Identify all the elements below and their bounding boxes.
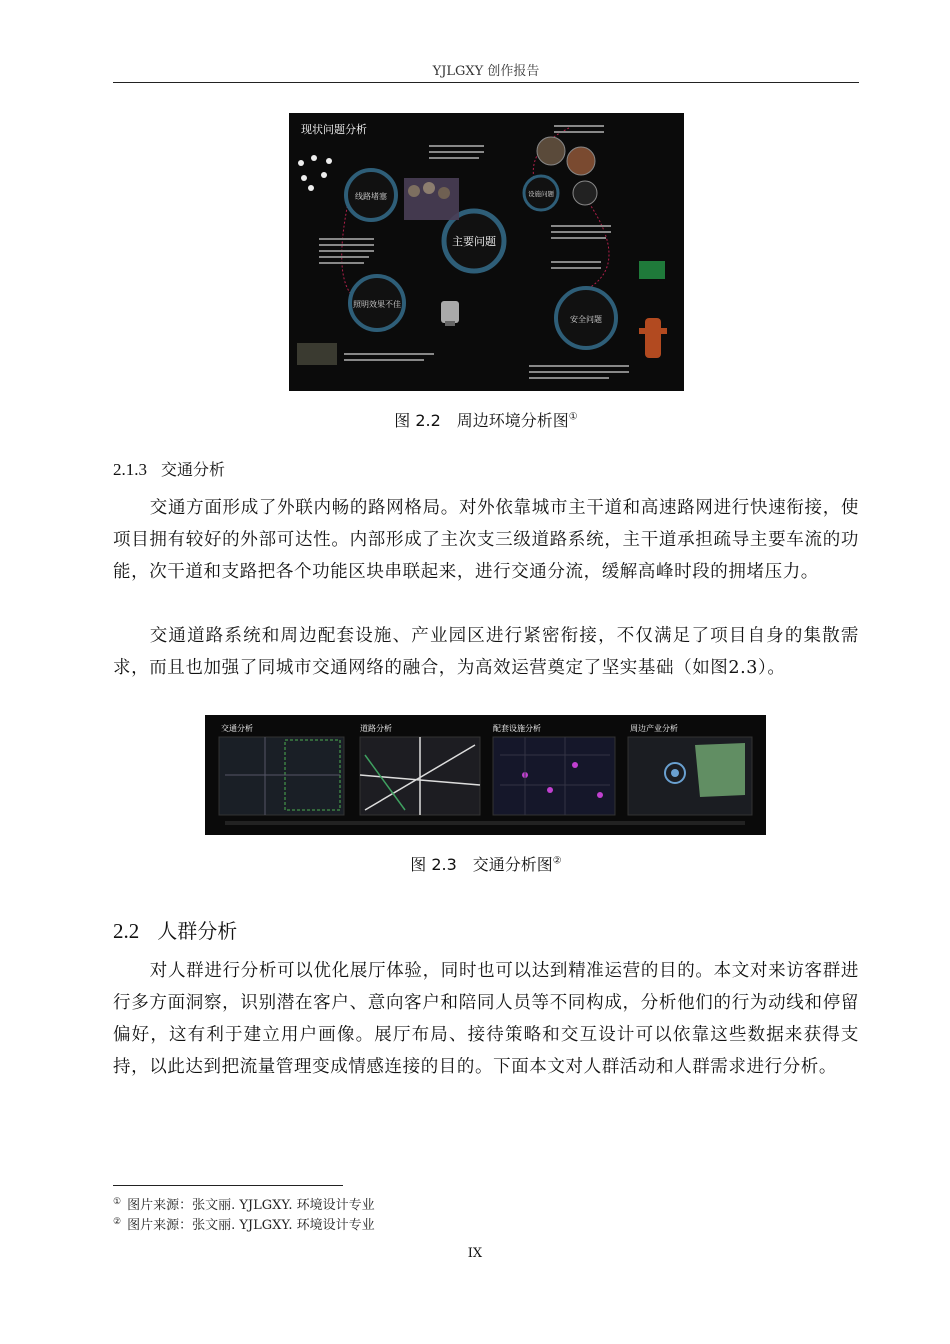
page-header: YJLGXY 创作报告	[113, 64, 859, 83]
panel-facility	[493, 723, 615, 815]
panel-industry	[628, 723, 752, 815]
crowd-photo	[404, 178, 459, 220]
lamp-icon	[441, 301, 459, 326]
page-number: IX	[467, 1246, 483, 1261]
node-lighting: 照明效果不佳	[353, 300, 401, 309]
section-heading-2-2: 2.2 人群分析	[113, 919, 238, 943]
section-heading-2-1-3: 2.1.3 交通分析	[113, 460, 226, 479]
node-facility: 设施问题	[528, 190, 554, 198]
panel-road	[360, 723, 480, 815]
paragraph-crowd: 对人群进行分析可以优化展厅体验，同时也可以达到精准运营的目的。本文对来访客群进行多方面洞察，识别潜在客户、意向客户和陪同人员等不同构成，分析他们的行为动线和停留偏好，这有利于建立用户画像。展厅布局、接待策略和交互设计可以依靠这些数据来获得支持，以此达到把流量管理变成情感连接的目的。下面本文对人群活动和人群需求进行分析。	[113, 961, 859, 1077]
figure1-title: 现状问题分析	[301, 123, 367, 136]
footnote-divider	[113, 1185, 343, 1186]
svg-text:周边产业分析: 周边产业分析	[630, 724, 678, 733]
svg-text:道路分析: 道路分析	[360, 724, 392, 733]
paragraph-traffic-1: 交通方面形成了外联内畅的路网格局。对外依靠城市主干道和高速路网进行快速衔接，使项目拥有较好的外部可达性。内部形成了主次支三级道路系统，主干道承担疏导主要车流的功能，次干道和支路把各个功能区块串联起来，进行交通分流，缓解高峰时段的拥堵压力。	[113, 498, 859, 582]
svg-text:交通分析: 交通分析	[221, 724, 253, 733]
footnote-2: ② 图片来源：张文丽. YJLGXY. 环境设计专业	[113, 1216, 375, 1233]
figure1-caption: 图 2.2 周边环境分析图①	[394, 411, 578, 430]
node-congestion: 线路堵塞	[355, 192, 387, 201]
figure-environment-analysis	[289, 113, 684, 391]
paragraph-traffic-2: 交通道路系统和周边配套设施、产业园区进行紧密衔接，不仅满足了项目自身的集散需求，而且也加强了同城市交通网络的融合，为高效运营奠定了坚实基础（如图2.3）。	[113, 626, 859, 678]
node-safety: 安全问题	[570, 315, 602, 324]
footnote-1: ① 图片来源：张文丽. YJLGXY. 环境设计专业	[113, 1196, 375, 1213]
figure2-caption: 图 2.3 交通分析图②	[410, 855, 562, 874]
panel-traffic	[219, 723, 344, 815]
svg-text:配套设施分析: 配套设施分析	[493, 724, 541, 733]
center-label: 主要问题	[452, 235, 496, 248]
figure-traffic-analysis	[205, 715, 766, 835]
